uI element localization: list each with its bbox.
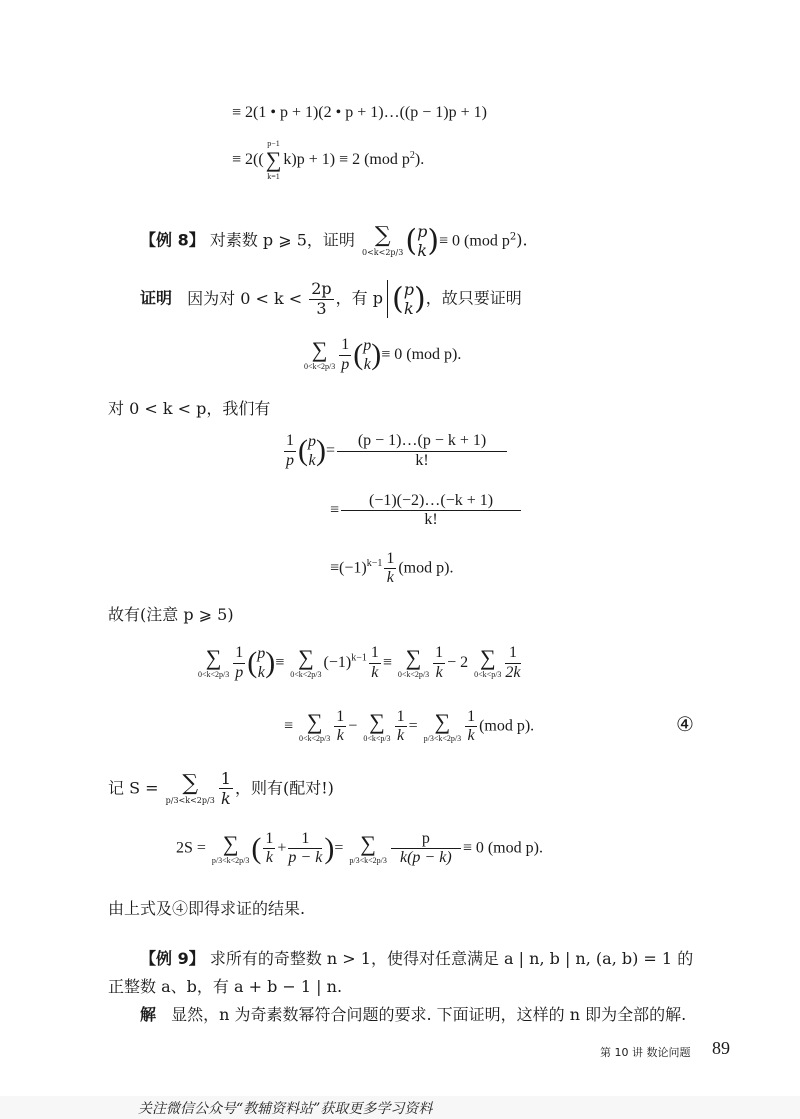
sigma-glyph: ∑ [265,147,282,172]
display-equation-3 [330,492,523,530]
numerator: 1 [505,644,520,663]
proof-line [140,280,522,318]
sigma-glyph: ∑ [205,645,222,671]
binomial [247,644,275,682]
eq2-part-b: k)p + 1) ≡ 2 (mod p [283,151,410,169]
proof-text-3: ，故只要证明 [425,288,522,308]
plus: + [277,839,287,857]
fraction-1-k [395,708,407,745]
denominator: k! [424,511,438,529]
binom-bottom: k [417,241,428,261]
sum-limit: 0<k<2p/3 [290,670,322,680]
right-paren: ) [427,223,440,259]
numerator: 1 [395,708,407,727]
sum-limit: 0<k<2p/3 [304,362,336,372]
sum-symbol [290,647,321,679]
left-paren: ( [251,831,262,865]
sum-limit: 0<k<2p/3 [299,733,331,743]
fraction-1-p [339,336,351,373]
divides-bar [387,280,388,318]
left-paren: ( [247,646,258,680]
fraction-2p-3 [309,280,333,318]
example-9-text: 求所有的奇整数 n > 1，使得对任意满足 a | n, b | n, (a, b) = 1 的 [209,949,694,968]
two-s-label: 2S = [176,839,206,857]
binom-bottom: k [404,299,414,319]
example-8 [140,222,528,260]
numerator: (−1)(−2)…(−k + 1) [341,492,521,511]
denominator: k [467,727,475,745]
binomial [392,280,426,318]
exp-2: 2 [509,231,517,243]
fraction-neg-product [341,492,521,530]
sigma-glyph: ∑ [360,830,376,856]
binomial [405,222,439,260]
sum-symbol [304,339,335,371]
sum-limit: p/3<k<2p/3 [423,733,462,743]
sigma-glyph: ∑ [479,645,496,671]
equation-marker-4: ④ [676,712,694,736]
sum-limit: p/3<k<2p/3 [165,796,215,806]
numerator: 1 [288,830,322,849]
solution-label: 解 [140,1005,157,1024]
watermark-text: 关注微信公众号“教辅资料站”获取更多学习资料 [138,1101,433,1117]
numerator: 1 [263,830,275,849]
fraction-1-k [263,830,275,867]
sum-symbol [166,773,215,805]
paren-close-dot: ) [516,230,523,250]
sum-lower-limit: k=1 [267,172,280,181]
sum-symbol [299,708,331,743]
fraction-1-p-minus-k [288,830,322,867]
right-paren: ) [413,281,426,317]
sigma-glyph: ∑ [311,337,328,363]
binom-bottom: k [257,664,265,682]
sum-limit: 0<k<2p/3 [362,248,404,258]
right-paren: ) [371,338,382,372]
page-number: 89 [712,1038,730,1058]
denominator: p [235,663,244,681]
fraction-1-k [433,644,445,681]
example-8-label: 【例 8】 [140,230,205,250]
denominator: k(p − k) [400,849,452,867]
denominator: k [336,727,344,745]
right-paren: ) [316,434,326,468]
proof-text-2: ，有 p [335,288,384,308]
binom-top: p [257,645,266,662]
exp-2: 2 [409,149,415,161]
exponent: k−1 [351,652,367,664]
solution-line [140,1002,686,1025]
sigma-glyph: ∑ [374,223,391,249]
equiv-sign: ≡ [284,717,294,735]
denominator: k [221,789,231,809]
minus-two: − 2 [447,653,469,671]
equals: = [334,839,344,857]
denominator: k [435,663,443,681]
right-paren: ) [265,646,276,680]
fraction-1-k [465,708,477,745]
denominator: 2k [505,663,521,681]
binom-bottom: k [308,452,316,470]
sigma-glyph: ∑ [434,708,451,734]
conclusion-text: 由上式及④即得求证的结果. [108,899,306,918]
sigma-glyph: ∑ [182,771,199,797]
denominator: k! [415,451,429,469]
eq1-tail: ≡ 0 (mod p). [381,345,462,363]
example-9-text-2: 正整数 a、b，有 a + b − 1 | n. [108,977,343,996]
minus: − [348,717,358,735]
sum-symbol [362,225,403,257]
period: . [522,230,528,250]
proof-label: 证明 [140,288,173,308]
sigma-glyph: ∑ [222,830,239,856]
equiv-sign: ≡ [330,501,340,519]
sigma-glyph: ∑ [298,645,314,671]
paren-group [251,832,261,866]
denominator: k [386,569,394,587]
sum-symbol [198,647,229,679]
binom-bottom: k [363,356,371,374]
eq2-part-a: ≡ 2(( [232,151,264,169]
denominator: 3 [316,298,327,318]
numerator: 1 [384,550,396,569]
numerator: (p − 1)…(p − k + 1) [337,432,507,451]
neg-one-power: ≡(−1) [330,559,367,577]
hence-text: 故有(注意 p ⩾ 5) [108,605,234,624]
sum-limit: 0<k<2p/3 [198,670,230,680]
sum-limit: p/3<k<2p/3 [211,855,250,865]
equiv-zero-mod-p: ≡ 0 (mod p). [462,839,543,857]
example-9-label: 【例 9】 [140,949,205,968]
fraction-product [337,432,507,470]
numerator: 1 [220,769,231,788]
left-paren: ( [392,281,404,317]
sum-limit: p/3<k<2p/3 [349,855,387,865]
numerator: 1 [334,708,346,727]
sum-limit: 0<k<p/3 [474,670,502,680]
example-8-tail: ≡ 0 (mod p [439,232,510,250]
neg-one-power: (−1) [323,653,352,671]
display-equation-1 [302,336,461,374]
numerator: 1 [369,644,381,663]
define-s-text: 记 S = [108,778,159,798]
chapter-footer: 第 10 讲 数论问题 [600,1046,691,1059]
exponent: k−1 [366,558,383,570]
e4-tail: (mod p). [398,559,454,577]
example-8-text: 对素数 p ⩾ 5，证明 [209,230,355,250]
example-9 [140,946,693,969]
binomial [353,336,381,374]
denominator: p − k [288,849,323,867]
binom-top: p [308,433,316,450]
proof-text: 因为对 0 < k < [187,288,303,308]
left-paren: ( [298,434,308,468]
denominator: k [397,727,405,745]
denominator: k [265,849,273,867]
display-equation-4 [330,550,453,587]
sigma-glyph: ∑ [306,708,323,734]
equals: = [326,441,336,459]
numerator: 1 [284,432,296,451]
left-paren: ( [405,223,418,259]
equiv-sign: ≡ [275,653,285,671]
numerator: 1 [339,336,351,355]
fraction-1-p [284,432,296,469]
sum-limit: 0<k<p/3 [363,733,391,743]
solution-text: 显然，n 为奇素数幂符合问题的要求. 下面证明，这样的 n 即为全部的解. [171,1005,687,1024]
numerator: p [391,830,461,849]
denominator: p [286,451,294,469]
fraction-p-over-kpk [391,830,461,867]
fraction-1-k [334,708,346,745]
paren-group [324,832,334,866]
numerator: 1 [233,644,245,663]
two-s-equation [176,830,543,867]
binom-top: p [403,280,414,299]
fraction-1-k [219,770,233,808]
sum-symbol [423,708,462,743]
fraction-1-k [369,644,381,681]
mod-p: (mod p). [479,717,535,735]
define-s-tail: ，则有(配对!) [234,778,334,798]
sum-symbol [474,647,501,679]
sum-equation-2 [284,708,704,745]
sum-upper-limit: p−1 [267,139,280,148]
numerator: 1 [433,644,445,663]
fraction-1-2k [505,644,520,681]
denominator: k [371,663,379,681]
binomial [298,432,326,470]
sigma-glyph: ∑ [405,645,422,671]
sum-symbol [349,830,387,865]
equals: = [408,717,418,735]
sum-equation-1 [196,644,523,682]
left-paren: ( [353,338,364,372]
numerator: 1 [465,708,477,727]
numerator: 2p [311,279,332,299]
equation-line-1: ≡ 2(1 • p + 1)(2 • p + 1)…((p − 1)p + 1) [232,104,487,121]
sum-symbol [363,708,391,743]
denominator: p [341,355,350,373]
sum-limit: 0<k<2p/3 [397,670,430,680]
for-text: 对 0 < k < p，我们有 [108,399,271,418]
sigma-glyph: ∑ [369,708,385,734]
binom-top: p [363,337,372,354]
define-s-line [108,770,334,808]
binom-top: p [417,222,428,241]
display-equation-2 [282,432,509,470]
equation-line-2 [232,140,424,181]
sum-symbol [266,140,282,181]
fraction-1-p [233,644,245,681]
equiv-sign: ≡ [382,653,392,671]
fraction-1-k [384,550,396,587]
eq2-part-c: ). [414,151,425,169]
right-paren: ) [324,831,335,865]
sum-symbol [398,647,429,679]
sum-symbol [211,830,250,865]
